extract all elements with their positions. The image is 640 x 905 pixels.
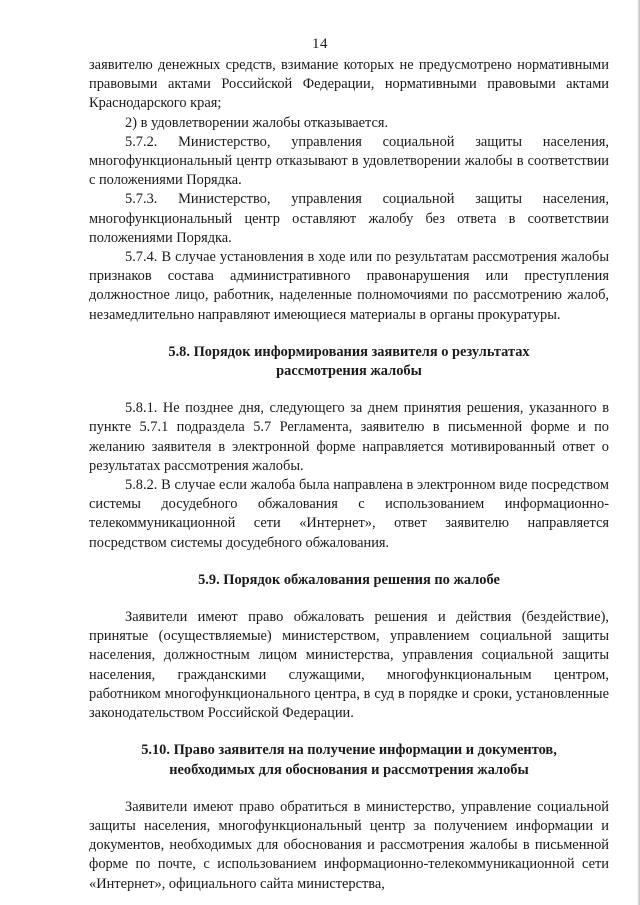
- paragraph-5-7-3: 5.7.3. Министерство, управления социальной защиты населения, многофункциональный центр оставляют жалобу без ответа в соответствии положениями Порядка.: [89, 191, 609, 246]
- paragraph-5-10: Заявители имеют право обратиться в министерство, управление социальной защиты населения, многофункциональный центр за получением информации и документов, необходимых для обоснования и рассмотрения жалобы в письменной форме по почте, с использованием информационно-телекоммуникационной сети «Интернет», официального сайта министерства,: [89, 798, 609, 892]
- page-number: 14: [312, 36, 328, 52]
- paragraph-5-7-4: 5.7.4. В случае установления в ходе или по результатам рассмотрения жалобы признаков состава административного правонарушения или преступления должностное лицо, работник, наделенные полномочиями по рассмотрению жалоб, незамедлительно направляют имеющиеся материалы в органы прокуратуры.: [89, 249, 609, 323]
- paragraph-5-8-2: 5.8.2. В случае если жалоба была направлена в электронном виде посредством системы досудебного обжалования с использованием информационно-телекоммуникационной сети «Интернет», ответ заявителю направляется посредством системы досудебного обжалования.: [89, 477, 609, 551]
- paragraph-5-8-1: 5.8.1. Не позднее дня, следующего за днем принятия решения, указанного в пункте 5.7.1 подраздела 5.7 Регламента, заявителю в письменной форме и по желанию заявителя в электронной форме направляется мотивированный ответ о результатах рассмотрения жалобы.: [89, 400, 609, 474]
- section-5-9-heading: 5.9. Порядок обжалования решения по жалобе: [198, 571, 500, 588]
- paragraph-5-7-2: 5.7.2. Министерство, управления социальной защиты населения, многофункциональный центр отказывают в удовлетворении жалобы в соответствии с положениями Порядка.: [89, 133, 609, 189]
- paragraph-continuation: заявителю денежных средств, взимание которых не предусмотрено нормативными правовыми актами Российской Федерации, нормативными правовыми актами Краснодарского края;: [89, 57, 609, 112]
- paragraph-item-2: 2) в удовлетворении жалобы отказывается.: [125, 114, 389, 131]
- section-5-10-heading-line2: необходимых для обоснования и рассмотрения жалобы: [169, 761, 529, 778]
- section-5-8-heading-line1: 5.8. Порядок информирования заявителя о результатах: [168, 343, 530, 360]
- section-5-8-heading-line2: рассмотрения жалобы: [276, 363, 422, 380]
- document-body: [89, 56, 609, 894]
- paragraph-5-9: Заявители имеют право обжаловать решения и действия (бездействие), принятые (осуществляемые) министерством, управлением социальной защиты населения, должностным лицом министерства, управления социальной защиты населения, гражданскими служащими, многофункциональным центром, работником многофункционального центра, в суд в порядке и сроки, установленные законодательством Российской Федерации.: [89, 609, 609, 722]
- section-5-10-heading-line1: 5.10. Право заявителя на получение информации и документов,: [141, 742, 557, 759]
